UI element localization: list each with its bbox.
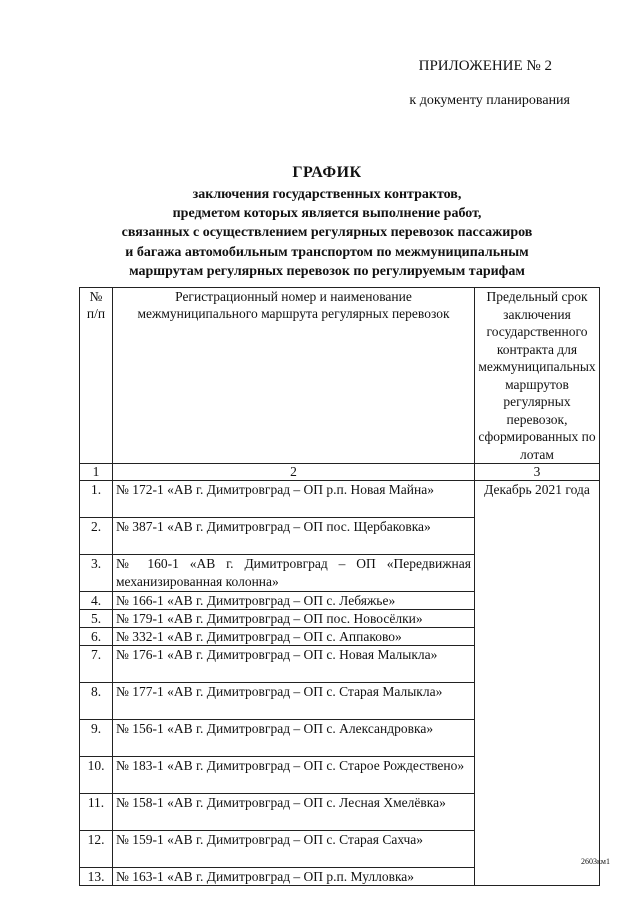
table-row — [80, 481, 600, 518]
table-header-row — [80, 288, 600, 464]
route-name: № 172-1 «АВ г. Димитровград – ОП р.п. Новая Майна» — [113, 481, 475, 518]
heading-line: заключения государственных контрактов, — [192, 187, 462, 202]
row-number: 5. — [80, 610, 113, 628]
route-name: № 387-1 «АВ г. Димитровград – ОП пос. Щербаковка» — [113, 518, 475, 555]
column-number: 2 — [113, 464, 475, 481]
route-name: № 177-1 «АВ г. Димитровград – ОП с. Старая Малыкла» — [113, 683, 475, 720]
heading-line: связанных с осуществлением регулярных перевозок пассажиров — [121, 225, 533, 241]
footer-code: 2603км1 — [581, 857, 610, 866]
route-name: № 158-1 «АВ г. Димитровград – ОП с. Лесная Хмелёвка» — [113, 794, 475, 831]
row-number: 10. — [80, 757, 113, 794]
row-number: 11. — [80, 794, 113, 831]
row-number: 3. — [80, 555, 113, 592]
row-number: 8. — [80, 683, 113, 720]
document-title: ГРАФИК — [292, 164, 362, 181]
annex-title: ПРИЛОЖЕНИЕ № 2 — [418, 58, 552, 74]
heading-line: предметом которых является выполнение работ, — [172, 206, 482, 222]
row-number: 1. — [80, 481, 113, 518]
route-name: № 183-1 «АВ г. Димитровград – ОП с. Старое Рождествено» — [113, 757, 475, 794]
route-name: № 160-1 «АВ г. Димитровград – ОП «Передвижная механизированная колонна» — [113, 555, 475, 592]
column-number: 1 — [80, 464, 113, 481]
header-number: № п/п — [80, 288, 113, 464]
document-heading — [92, 163, 562, 281]
heading-line: и багажа автомобильным транспортом по межмуниципальным — [125, 244, 529, 260]
route-name: № 163-1 «АВ г. Димитровград – ОП р.п. Мулловка» — [113, 868, 475, 886]
heading-line: маршрутам регулярных перевозок по регулируемым тарифам — [129, 263, 525, 279]
row-number: 6. — [80, 628, 113, 646]
column-number: 3 — [475, 464, 600, 481]
route-name: № 159-1 «АВ г. Димитровград – ОП с. Старая Сахча» — [113, 831, 475, 868]
row-number: 2. — [80, 518, 113, 555]
row-number: 12. — [80, 831, 113, 868]
contracts-schedule-table — [79, 287, 600, 886]
route-name: № 176-1 «АВ г. Димитровград – ОП с. Новая Малыкла» — [113, 646, 475, 683]
row-number: 4. — [80, 592, 113, 610]
route-name: № 156-1 «АВ г. Димитровград – ОП с. Александровка» — [113, 720, 475, 757]
deadline-cell: Декабрь 2021 года — [475, 481, 600, 886]
route-name: № 166-1 «АВ г. Димитровград – ОП с. Лебяжье» — [113, 592, 475, 610]
header-deadline: Предельный срок заключения государственного контракта для межмуниципальных маршрутов регулярных перевозок, сформированных по лотам — [475, 288, 600, 464]
column-number-row — [80, 464, 600, 481]
row-number: 9. — [80, 720, 113, 757]
annex-subtitle: к документу планирования — [409, 93, 570, 108]
row-number: 7. — [80, 646, 113, 683]
route-name: № 179-1 «АВ г. Димитровград – ОП пос. Новосёлки» — [113, 610, 475, 628]
route-name: № 332-1 «АВ г. Димитровград – ОП с. Аппаково» — [113, 628, 475, 646]
row-number: 13. — [80, 868, 113, 886]
header-route: Регистрационный номер и наименование межмуниципального маршрута регулярных перевозок — [113, 288, 475, 464]
